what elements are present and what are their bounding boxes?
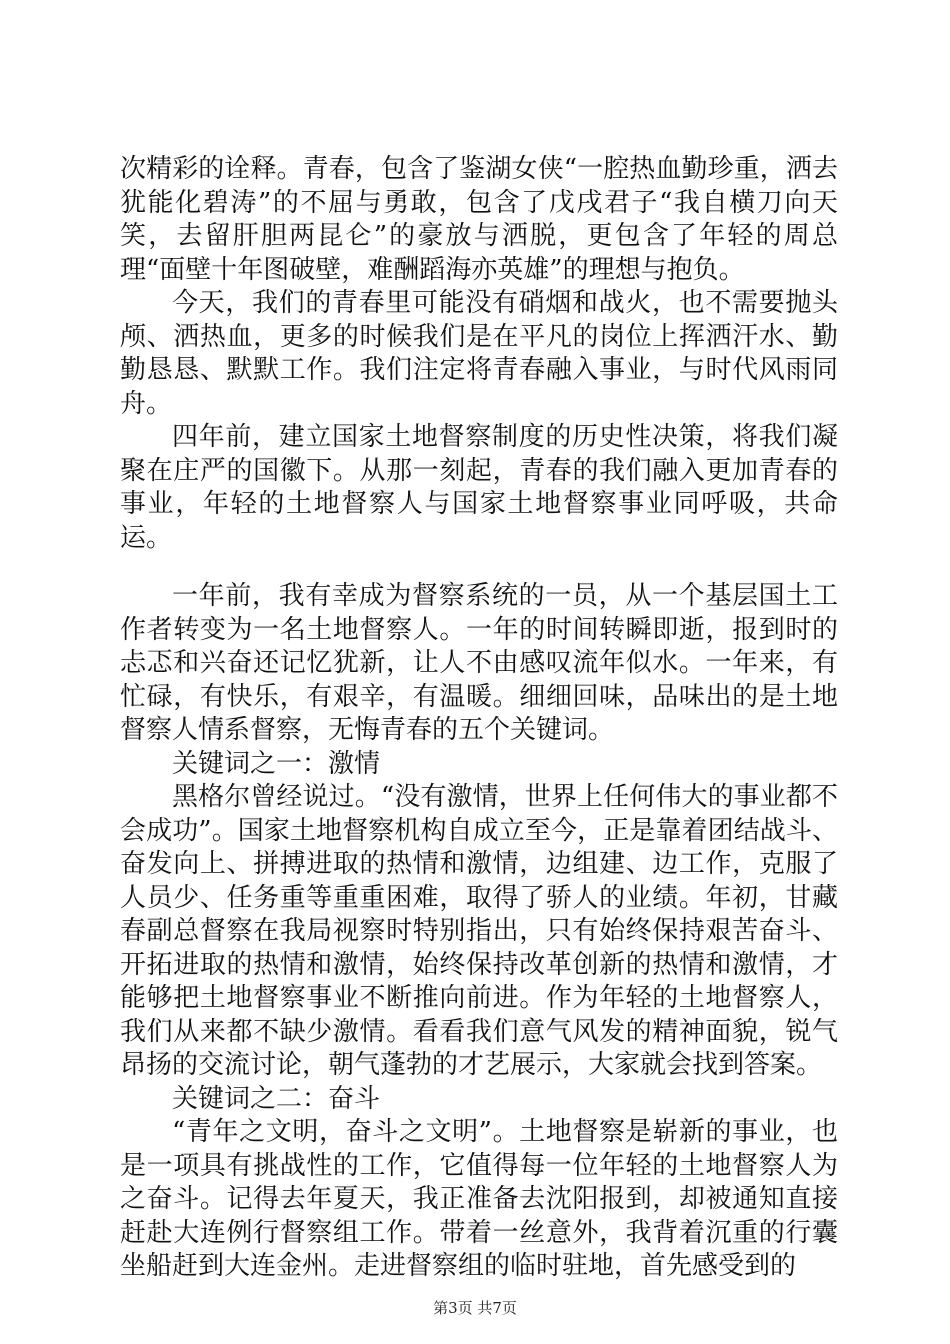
document-body — [120, 153, 838, 1284]
paragraph: 次精彩的诠释。青春，包含了鉴湖女侠“一腔热血勤珍重，洒去犹能化碧涛”的不屈与勇敢，包含了戊戌君子“我自横刀向天笑，去留肝胆两昆仑”的豪放与洒脱，更包含了年轻的周总理“面壁十年图破壁，难酬蹈海亦英雄”的理想与抱负。 — [120, 154, 838, 285]
paragraph: 今天，我们的青春里可能没有硝烟和战火，也不需要抛头颅、洒热血，更多的时候我们是在平凡的岗位上挥洒汗水、勤勤恳恳、默默工作。我们注定将青春融入事业，与时代风雨同舟。 — [120, 288, 838, 419]
paragraph: “青年之文明，奋斗之文明”。土地督察是崭新的事业，也是一项具有挑战性的工作，它值得每一位年轻的土地督察人为之奋斗。记得去年夏天，我正准备去沈阳报到，却被通知直接赶赴大连例行督察组工作。带着一丝意外，我背着沉重的行囊坐船赶到大连金州。走进督察组的临时驻地，首先感受到的 — [120, 1117, 838, 1281]
paragraph: 黑格尔曾经说过。“没有激情，世界上任何伟大的事业都不会成功”。国家土地督察机构自成立至今，正是靠着团结战斗、奋发向上、拼搏进取的热情和激情，边组建、边工作，克服了人员少、任务重等重重困难，取得了骄人的业绩。年初，甘藏春副总督察在我局视察时特别指出，只有始终保持艰苦奋斗、开拓进取的热情和激情，始终保持改革创新的热情和激情，才能够把土地督察事业不断推向前进。作为年轻的土地督察人，我们从来都不缺少激情。看看我们意气风发的精神面貌，锐气昂扬的交流讨论，朝气蓬勃的才艺展示，大家就会找到答案。 — [120, 782, 838, 1080]
page-number-footer: 第3页 共7页 — [433, 1299, 517, 1317]
paragraph: 一年前，我有幸成为督察系统的一员，从一个基层国土工作者转变为一名土地督察人。一年的时间转瞬即逝，报到时的忐忑和兴奋还记忆犹新，让人不由感叹流年似水。一年来，有忙碌，有快乐，有艰辛，有温暖。细细回味，品味出的是土地督察人情系督察，无悔青春的五个关键词。 — [120, 581, 838, 745]
section-heading: 关键词之一：激情 — [172, 748, 381, 779]
section-heading: 关键词之二：奋斗 — [172, 1083, 381, 1114]
paragraph: 四年前，建立国家土地督察制度的历史性决策，将我们凝聚在庄严的国徽下。从那一刻起，青春的我们融入更加青春的事业，年轻的土地督察人与国家土地督察事业同呼吸，共命运。 — [120, 422, 838, 553]
